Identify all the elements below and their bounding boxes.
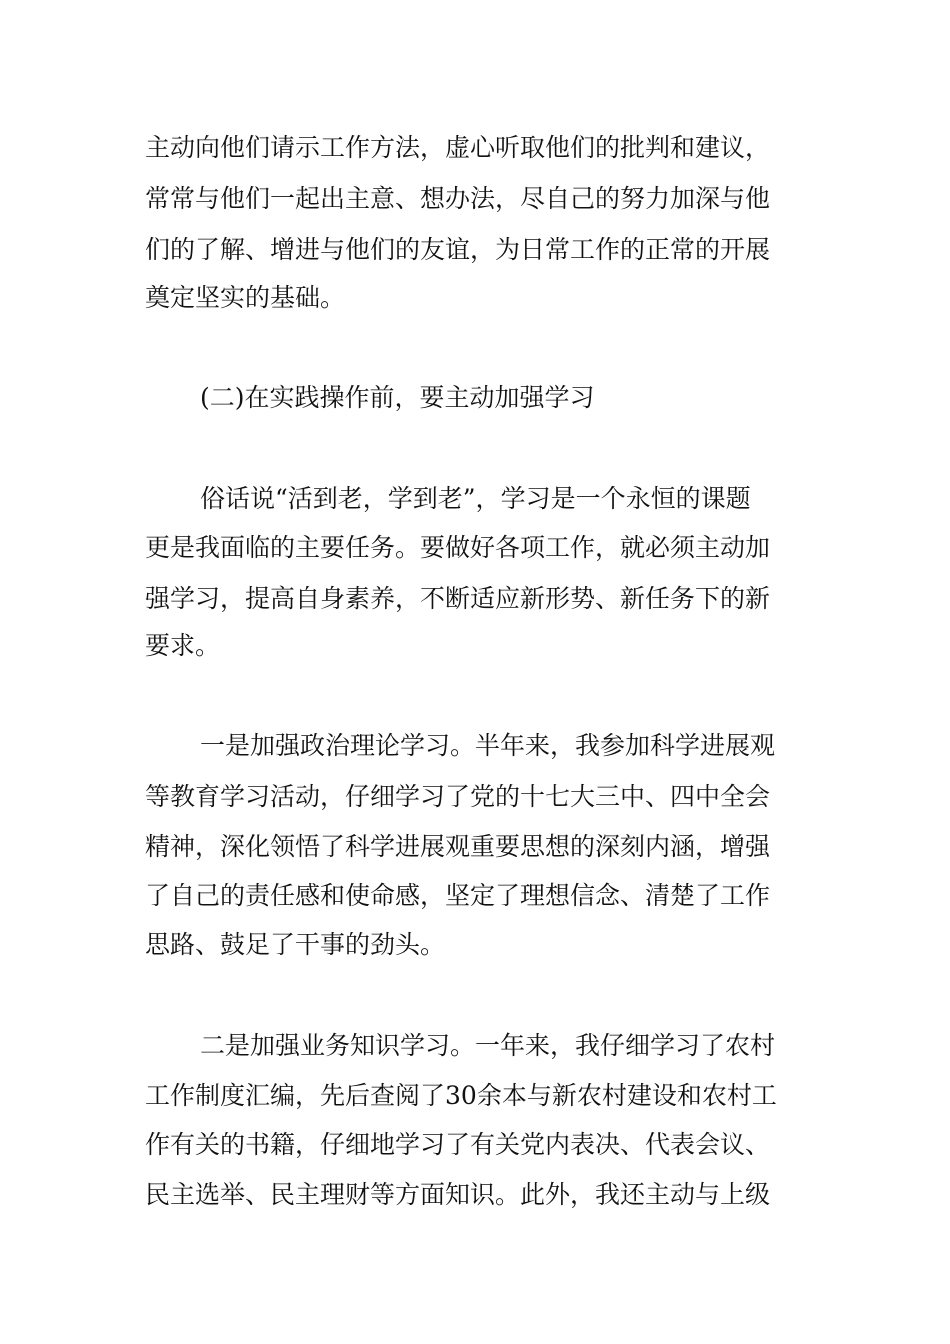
paragraph-line: 们的了解、增进与他们的友谊，为日常工作的正常的开展 <box>145 235 771 264</box>
paragraph-line: 作有关的书籍，仔细地学习了有关党内表决、代表会议、 <box>145 1130 771 1159</box>
paragraph-line: 一是加强政治理论学习。半年来，我参加科学进展观 <box>200 731 776 760</box>
paragraph-line: 强学习，提高自身素养，不断适应新形势、新任务下的新 <box>145 584 771 613</box>
section-heading: (二)在实践操作前，要主动加强学习 <box>200 383 595 412</box>
paragraph-line: 主动向他们请示工作方法，虚心听取他们的批判和建议， <box>145 133 771 162</box>
paragraph-line: 思路、鼓足了干事的劲头。 <box>145 930 446 959</box>
paragraph-line: 常常与他们一起出主意、想办法，尽自己的努力加深与他 <box>145 184 771 213</box>
paragraph-line: 要求。 <box>145 631 221 660</box>
paragraph-line: 工作制度汇编，先后查阅了30余本与新农村建设和农村工 <box>145 1081 777 1110</box>
paragraph-line: 等教育学习活动，仔细学习了党的十七大三中、四中全会 <box>145 782 771 811</box>
paragraph-line: 民主选举、民主理财等方面知识。此外，我还主动与上级 <box>145 1180 771 1209</box>
paragraph-line: 二是加强业务知识学习。一年来，我仔细学习了农村 <box>200 1031 776 1060</box>
paragraph-line: 了自己的责任感和使命感，坚定了理想信念、清楚了工作 <box>145 881 771 910</box>
paragraph-line: 奠定坚实的基础。 <box>145 283 346 312</box>
paragraph-line: 精神，深化领悟了科学进展观重要思想的深刻内涵，增强 <box>145 832 771 861</box>
paragraph-line: 俗话说“活到老，学到老”，学习是一个永恒的课题 <box>200 484 751 513</box>
paragraph-line: 更是我面临的主要任务。要做好各项工作，就必须主动加 <box>145 533 771 562</box>
